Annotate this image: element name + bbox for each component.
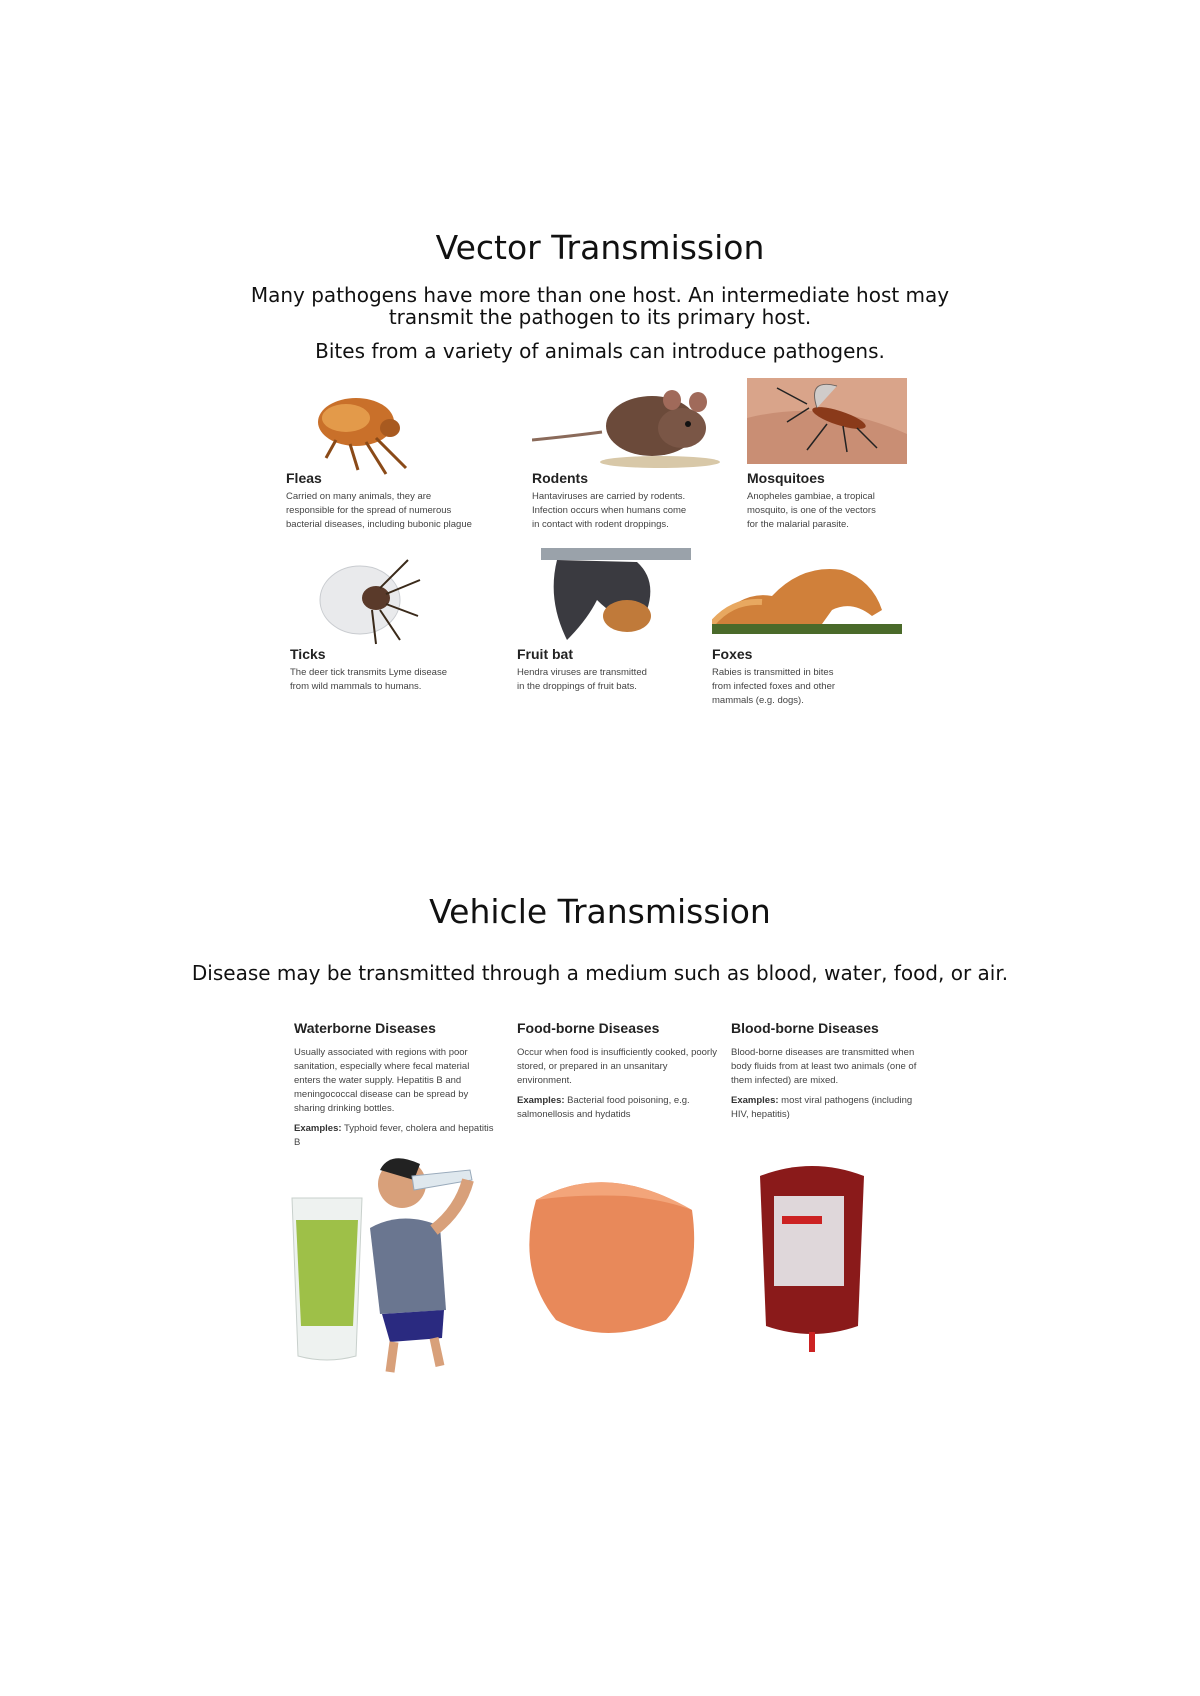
card-name: Fruit bat: [517, 646, 573, 662]
column-text: Usually associated with regions with poor sanitation, especially where fecal material enters the water supply. Hepatitis B and meningococcal disease can be spread by sharing drinking bottles.: [294, 1047, 470, 1114]
card-description: Hendra viruses are transmitted in the droppings of fruit bats.: [517, 667, 647, 692]
column-text: Blood-borne diseases are transmitted when body fluids from at least two animals (one of them infected) are mixed.: [731, 1047, 917, 1086]
card-description: Hantaviruses are carried by rodents. Infection occurs when humans come in contact with rodent droppings.: [532, 491, 687, 530]
card-description: Carried on many animals, they are responsible for the spread of numerous bacterial diseases, including bubonic plague: [286, 491, 472, 530]
card-name: Ticks: [290, 646, 326, 662]
fruit-bat-illustration: [517, 540, 717, 646]
column-examples: Examples: most viral pathogens (including HIV, hepatitis): [731, 1095, 913, 1120]
flea-illustration: [286, 388, 516, 478]
card-fruit-bat: [517, 540, 717, 700]
card-rodents: [532, 378, 752, 528]
man-drinking-illustration: [350, 1150, 510, 1382]
vehicle-subtitle: Disease may be transmitted through a medium such as blood, water, food, or air.: [191, 961, 1009, 985]
card-name: Rodents: [532, 470, 588, 486]
column-text: Occur when food is insufficiently cooked, poorly stored, or prepared in an unsanitary environment.: [517, 1047, 717, 1086]
card-name: Foxes: [712, 646, 753, 662]
column-examples: Examples: Typhoid fever, cholera and hepatitis B: [294, 1123, 494, 1148]
column-blood-borne: [731, 1020, 931, 1128]
mosquito-illustration: [747, 378, 907, 464]
tick-illustration: [290, 554, 520, 650]
card-mosquitoes: [747, 378, 917, 528]
column-heading: Food-borne Diseases: [517, 1020, 660, 1036]
vector-title: Vector Transmission: [435, 228, 765, 267]
column-examples: Examples: Bacterial food poisoning, e.g. salmonellosis and hydatids: [517, 1095, 690, 1120]
fox-illustration: [712, 540, 902, 634]
card-ticks: [290, 554, 520, 694]
ham-illustration: [516, 1170, 702, 1336]
column-heading: Blood-borne Diseases: [731, 1020, 879, 1036]
card-fleas: [286, 388, 516, 528]
card-foxes: [712, 540, 912, 710]
blood-bag-illustration: [752, 1156, 872, 1356]
card-description: Anopheles gambiae, a tropical mosquito, is one of the vectors for the malarial parasite.: [747, 491, 876, 530]
card-name: Mosquitoes: [747, 470, 825, 486]
column-food-borne: [517, 1020, 717, 1128]
vector-subtitle-line2: transmit the pathogen to its primary host.: [388, 305, 812, 329]
card-description: The deer tick transmits Lyme disease from wild mammals to humans.: [290, 667, 447, 692]
vehicle-title: Vehicle Transmission: [429, 892, 771, 931]
column-heading: Waterborne Diseases: [294, 1020, 436, 1036]
card-name: Fleas: [286, 470, 322, 486]
vector-subtitle2: Bites from a variety of animals can introduce pathogens.: [315, 339, 885, 363]
column-waterborne: [294, 1020, 494, 1156]
card-description: Rabies is transmitted in bites from infected foxes and other mammals (e.g. dogs).: [712, 667, 836, 706]
vector-subtitle-line1: Many pathogens have more than one host. An intermediate host may: [250, 283, 950, 307]
rat-illustration: [532, 378, 752, 470]
